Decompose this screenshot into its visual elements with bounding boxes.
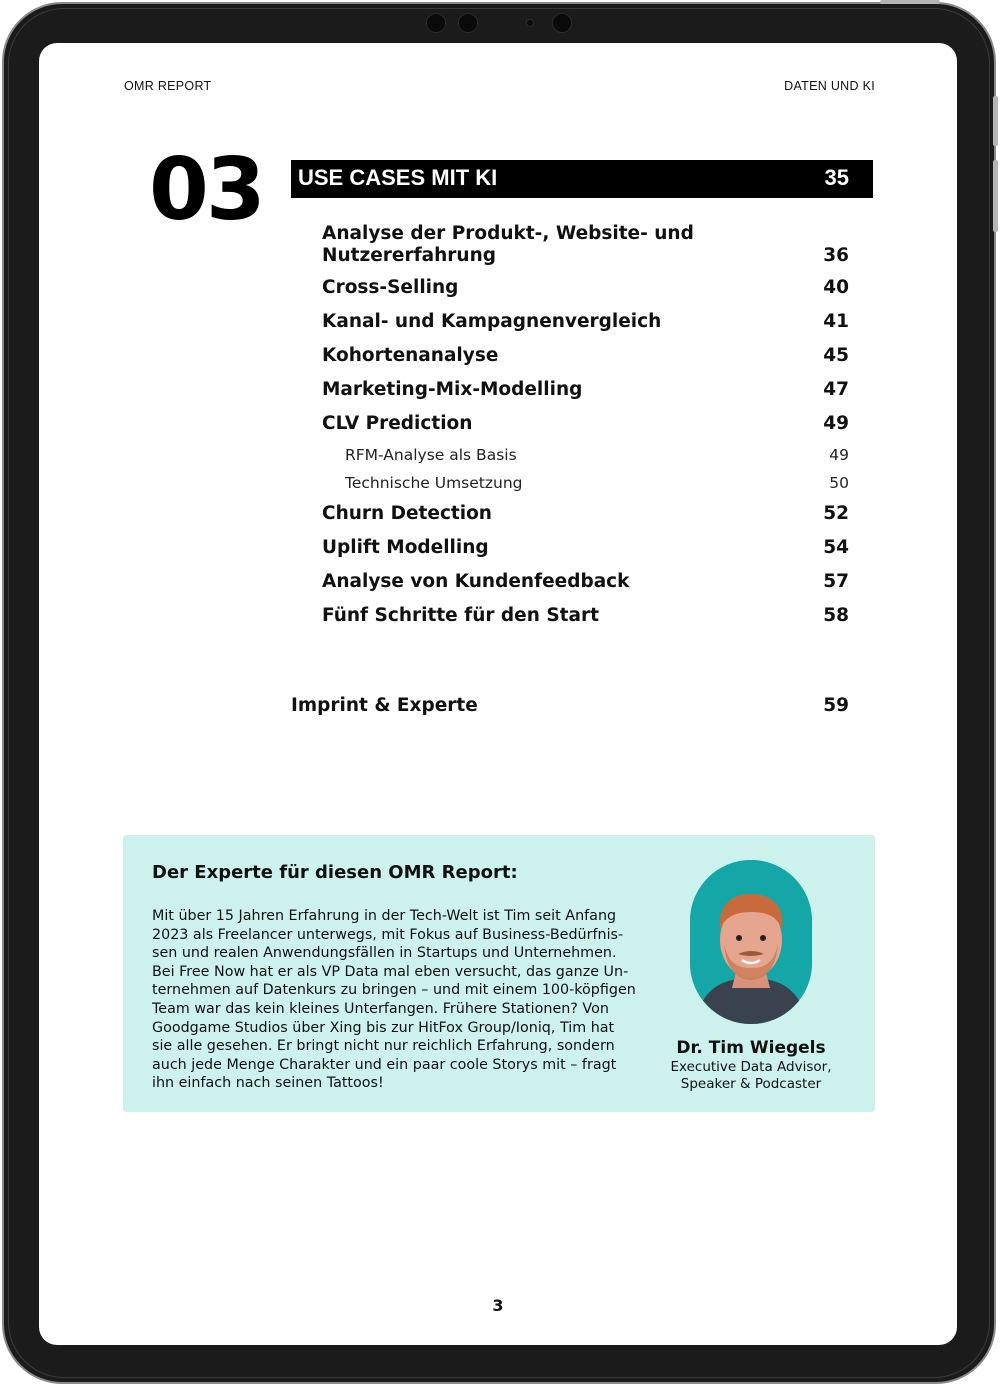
document-page bbox=[39, 43, 957, 1345]
camera-icon bbox=[426, 13, 446, 33]
expert-bio-line: sie alle gesehen. Er bringt nicht nur reichlich Erfahrung, sondern bbox=[152, 1038, 615, 1055]
expert-bio-line: 2023 als Freelancer unterwegs, mit Fokus auf Business-Bedürfnis- bbox=[152, 926, 624, 943]
expert-bio-line: auch jede Menge Charakter und ein paar coole Storys mit – fragt bbox=[152, 1056, 617, 1073]
expert-role-line1: Executive Data Advisor, bbox=[670, 1059, 832, 1075]
toc-entry-page: 49 bbox=[823, 413, 849, 434]
expert-bio-line: sen und realen Anwendungsfällen in Startups und Unternehmen. bbox=[152, 945, 617, 962]
toc-subentry[interactable] bbox=[322, 469, 849, 497]
sensor-icon bbox=[526, 19, 534, 27]
toc-entry-page: 54 bbox=[823, 537, 849, 558]
toc-entry-label: Kohortenanalyse bbox=[322, 345, 499, 366]
running-header-left: OMR REPORT bbox=[124, 79, 212, 93]
imprint-page: 59 bbox=[823, 695, 849, 716]
toc-entry[interactable] bbox=[322, 531, 849, 565]
toc-entry-label: Fünf Schritte für den Start bbox=[322, 605, 599, 626]
imprint-label: Imprint & Experte bbox=[291, 695, 478, 716]
toc-subentry-page: 50 bbox=[829, 474, 849, 492]
expert-bio-line: Mit über 15 Jahren Erfahrung in der Tech-Welt ist Tim seit Anfang bbox=[152, 908, 617, 924]
imprint-entry[interactable] bbox=[291, 689, 849, 723]
toc-entry[interactable] bbox=[322, 271, 849, 305]
toc-entry[interactable] bbox=[322, 305, 849, 339]
toc-entry-page: 47 bbox=[823, 379, 849, 400]
toc-entry[interactable] bbox=[322, 217, 849, 271]
expert-name: Dr. Tim Wiegels bbox=[676, 1038, 826, 1058]
chapter-title-bar[interactable] bbox=[291, 160, 873, 198]
toc-entry-page: 40 bbox=[823, 277, 849, 298]
toc-entry-page: 52 bbox=[823, 503, 849, 524]
tablet-side-button bbox=[993, 96, 998, 146]
toc-subentry-label: Technische Umsetzung bbox=[345, 474, 523, 492]
toc-entry-page: 36 bbox=[823, 245, 849, 266]
expert-bio-line: ternehmen auf Datenkurs zu bringen – und mit einem 100-köpfigen bbox=[152, 982, 636, 999]
tablet-top-button bbox=[880, 0, 940, 4]
toc-entry-page: 45 bbox=[823, 345, 849, 366]
toc-subentry-page: 49 bbox=[829, 446, 849, 464]
toc-entry-label: Marketing-Mix-Modelling bbox=[322, 379, 583, 400]
toc-entry bbox=[291, 689, 849, 723]
toc-entry[interactable] bbox=[322, 373, 849, 407]
toc-entry-label: Analyse von Kundenfeedback bbox=[322, 571, 630, 592]
toc-entry-label-line2: Nutzererfahrung bbox=[322, 245, 497, 266]
expert-bio bbox=[152, 907, 642, 1093]
toc-entry-label: Kanal- und Kampagnenvergleich bbox=[322, 311, 662, 332]
toc-entry-label-line1: Analyse der Produkt-, Website- und bbox=[322, 223, 694, 244]
expert-role bbox=[643, 1059, 859, 1093]
camera-icon bbox=[552, 13, 572, 33]
page-number: 3 bbox=[492, 1296, 504, 1315]
expert-box bbox=[123, 835, 875, 1112]
expert-heading: Der Experte für diesen OMR Report: bbox=[152, 862, 518, 883]
toc-entry-label: Uplift Modelling bbox=[322, 537, 489, 558]
toc-entry-page: 58 bbox=[823, 605, 849, 626]
expert-bio-line: Goodgame Studios über Xing bis zur HitFox Group/Ioniq, Tim hat bbox=[152, 1019, 615, 1036]
chapter-page-number: 35 bbox=[824, 165, 849, 190]
expert-bio-line: Bei Free Now hat er als VP Data mal eben versucht, das ganze Un- bbox=[152, 963, 629, 980]
toc-subentry-label: RFM-Analyse als Basis bbox=[345, 446, 517, 464]
tablet-volume-button bbox=[993, 160, 998, 232]
table-of-contents bbox=[322, 217, 849, 633]
toc-entry[interactable] bbox=[322, 407, 849, 441]
expert-bio-line: Team war das kein kleines Unterfangen. Frühere Stationen? Von bbox=[152, 1000, 609, 1017]
chapter-title: USE CASES MIT KI bbox=[298, 165, 498, 190]
toc-entry[interactable] bbox=[322, 339, 849, 373]
toc-subentry[interactable] bbox=[322, 441, 849, 469]
expert-role-line2: Speaker & Podcaster bbox=[680, 1076, 822, 1092]
toc-entry[interactable] bbox=[322, 599, 849, 633]
toc-entry-label: Churn Detection bbox=[322, 503, 492, 524]
toc-entry-page: 41 bbox=[823, 311, 849, 332]
toc-entry-page: 57 bbox=[823, 571, 849, 592]
toc-entry-label bbox=[322, 223, 694, 267]
toc-entry-label: CLV Prediction bbox=[322, 413, 473, 434]
chapter-number: 03 bbox=[149, 140, 263, 240]
expert-photo bbox=[690, 860, 812, 1024]
toc-entry[interactable] bbox=[322, 565, 849, 599]
person-portrait-icon bbox=[690, 860, 812, 1024]
toc-entry[interactable] bbox=[322, 497, 849, 531]
camera-icon bbox=[458, 13, 478, 33]
toc-entry-label: Cross-Selling bbox=[322, 277, 459, 298]
running-header-right: DATEN UND KI bbox=[784, 79, 875, 93]
expert-bio-line: ihn einfach nach seinen Tattoos! bbox=[152, 1075, 384, 1092]
